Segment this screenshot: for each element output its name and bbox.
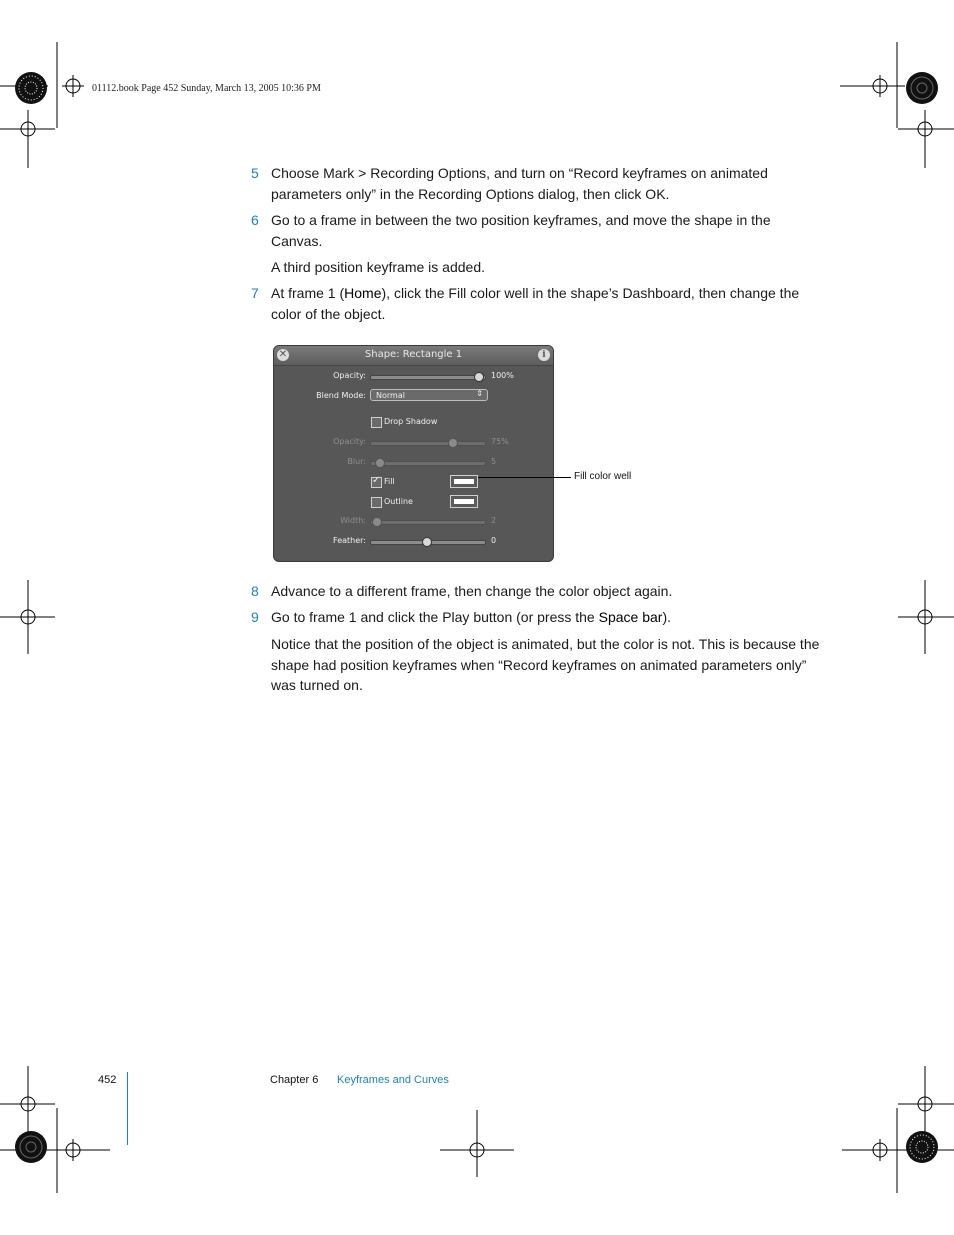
fill-checkbox[interactable] xyxy=(371,477,382,488)
outline-color-well[interactable] xyxy=(450,495,478,508)
fill-color-well[interactable] xyxy=(450,475,478,488)
step-text: Choose Mark > Recording Options, and turn on “Record keyframes on animated parameters only” in the Recording Options dialog, then click OK. xyxy=(271,165,768,202)
outline-label: Outline xyxy=(384,497,413,506)
step-text-after: ). xyxy=(662,609,671,625)
step-9-result: Notice that the position of the object is animated, but the color is not. This is because the shape had position keyframes when “Record keyframes on animated parameters only” was turned on. xyxy=(271,636,820,693)
footer-rule xyxy=(127,1072,128,1145)
width-slider-knob[interactable] xyxy=(372,517,382,527)
width-value: 2 xyxy=(491,516,497,525)
blur-slider-knob[interactable] xyxy=(375,458,385,468)
blur-slider[interactable] xyxy=(370,461,486,466)
step-text-before: At frame 1 ( xyxy=(271,285,345,301)
step-text xyxy=(271,283,819,324)
callout-label: Fill color well xyxy=(574,471,632,482)
key-name: Home xyxy=(344,285,382,301)
opacity-label: Opacity: xyxy=(333,371,366,380)
close-icon[interactable]: ✕ xyxy=(278,349,288,360)
hud-title-bar xyxy=(274,346,553,366)
key-name: Space bar xyxy=(598,609,663,625)
step-number: 8 xyxy=(251,583,259,599)
step-number: 5 xyxy=(251,165,259,181)
fill-color-swatch xyxy=(454,479,474,484)
chapter-label: Chapter 6 xyxy=(270,1074,319,1086)
outline-color-swatch xyxy=(454,499,474,504)
step-number: 9 xyxy=(251,609,259,625)
feather-label: Feather: xyxy=(333,536,366,545)
shadow-opacity-slider-knob[interactable] xyxy=(448,438,458,448)
blend-mode-value: Normal xyxy=(376,391,405,400)
width-label: Width: xyxy=(340,516,366,525)
opacity-slider-knob[interactable] xyxy=(474,372,484,382)
step-6-result: A third position keyframe is added. xyxy=(271,259,486,275)
width-slider[interactable] xyxy=(370,520,486,525)
shadow-opacity-label: Opacity: xyxy=(333,437,366,446)
info-icon[interactable]: i xyxy=(538,349,550,361)
checkmark-icon: ✓ xyxy=(372,475,381,486)
step-text-before: Go to frame 1 and click the Play button (or press the xyxy=(271,609,599,625)
shadow-opacity-slider[interactable] xyxy=(370,441,486,446)
print-header-info: 01112.book Page 452 Sunday, March 13, 2005 10:36 PM xyxy=(92,83,321,94)
chapter-title: Keyframes and Curves xyxy=(337,1074,449,1086)
callout-leader-line xyxy=(478,477,571,478)
step-text: Go to a frame in between the two position keyframes, and move the shape in the Canvas. xyxy=(271,212,771,249)
outline-checkbox[interactable] xyxy=(371,497,382,508)
opacity-slider[interactable] xyxy=(370,375,486,380)
step-text xyxy=(271,607,819,628)
drop-shadow-checkbox[interactable] xyxy=(371,417,382,428)
feather-value: 0 xyxy=(491,536,497,545)
opacity-value: 100% xyxy=(491,371,514,380)
drop-shadow-label: Drop Shadow xyxy=(384,417,438,426)
feather-slider-knob[interactable] xyxy=(422,537,432,547)
blur-value: 5 xyxy=(491,457,497,466)
step-number: 7 xyxy=(251,285,259,301)
fill-label: Fill xyxy=(384,477,395,486)
step-text-after: ), click the Fill color well in the shape’s Dashboard, then change the color of the object. xyxy=(271,285,800,322)
page-number: 452 xyxy=(98,1074,117,1086)
shadow-opacity-value: 75% xyxy=(491,437,509,446)
blur-label: Blur: xyxy=(347,457,366,466)
blend-mode-label: Blend Mode: xyxy=(316,391,366,400)
shape-hud-panel xyxy=(273,345,554,562)
blend-mode-popup[interactable] xyxy=(370,389,488,401)
step-number: 6 xyxy=(251,212,259,228)
step-text: Advance to a different frame, then change the color object again. xyxy=(271,583,673,599)
updown-arrows-icon: ⇕ xyxy=(476,389,483,398)
hud-title: Shape: Rectangle 1 xyxy=(364,349,463,360)
